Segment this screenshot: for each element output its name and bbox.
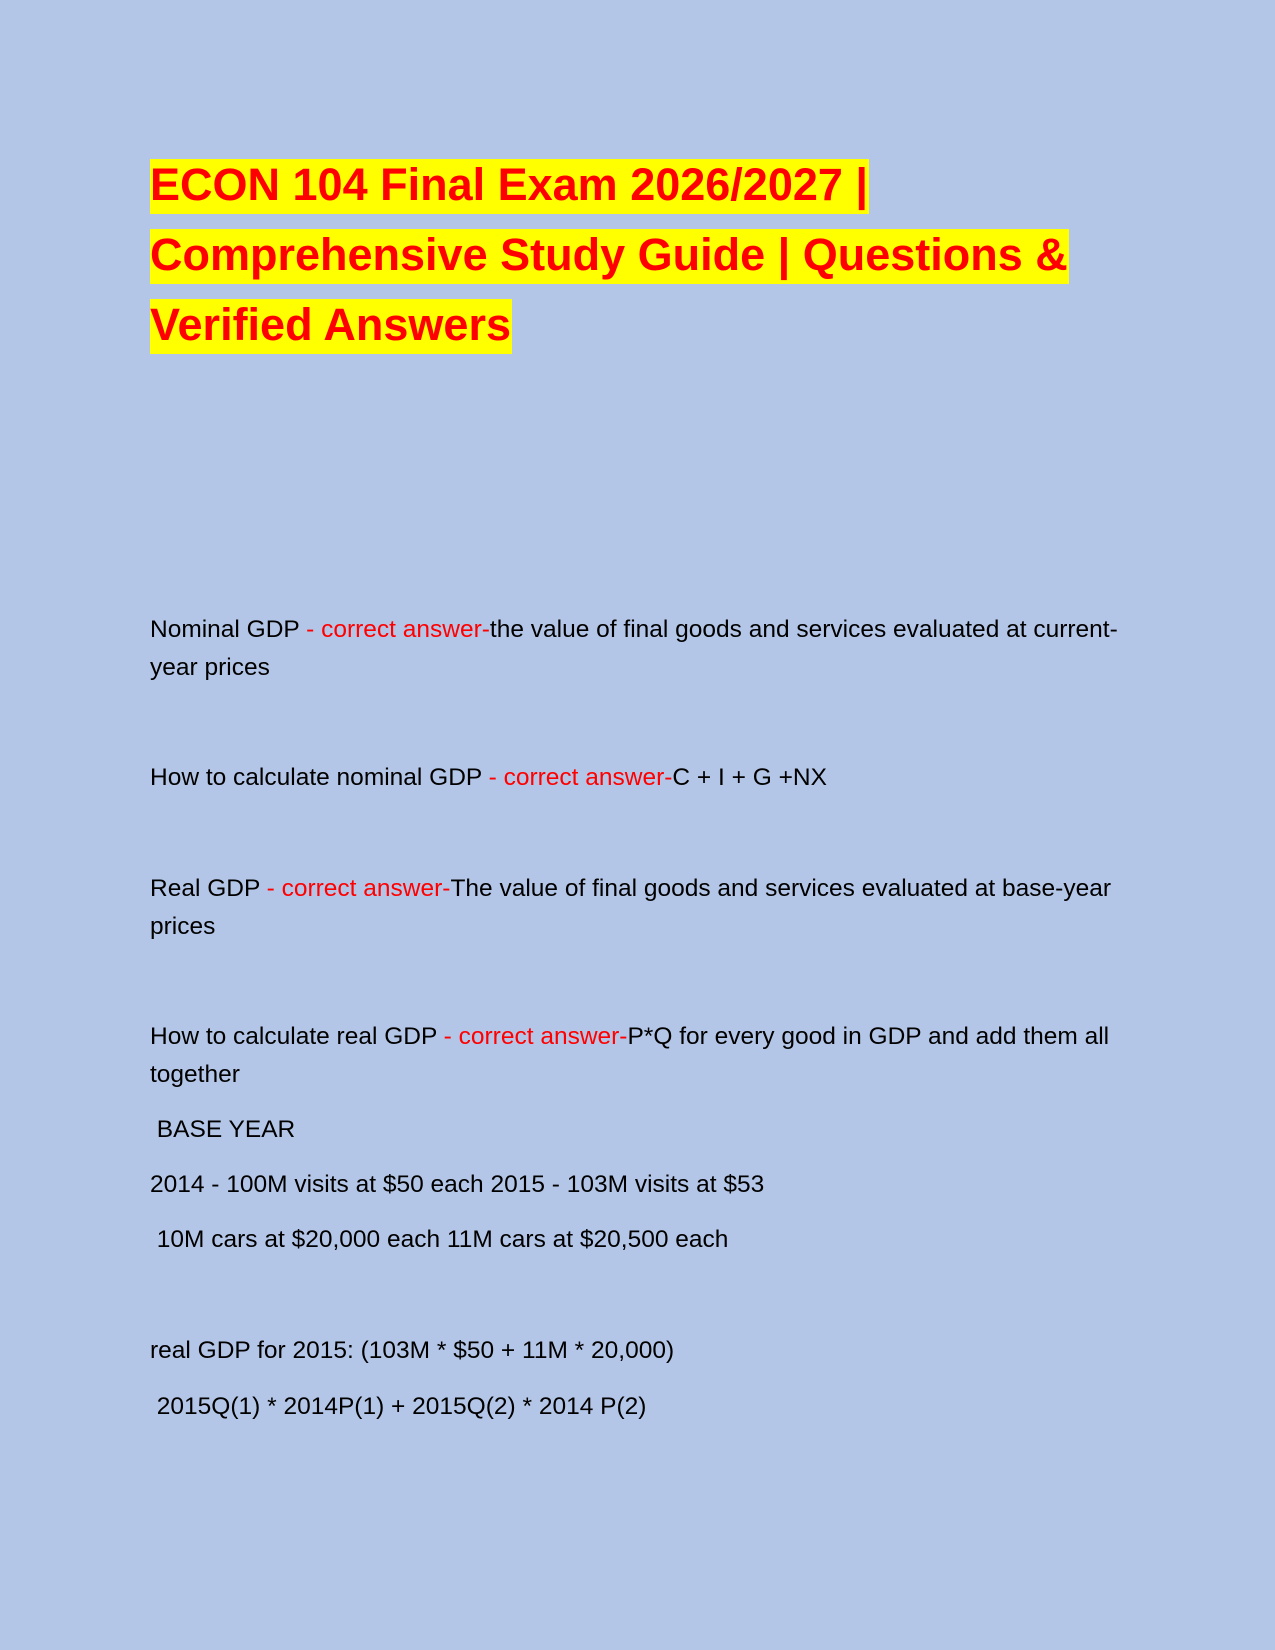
answer-separator: - correct answer-	[481, 764, 673, 791]
title-line-2: Comprehensive Study Guide | Questions &	[150, 229, 1069, 284]
qa-item-nominal-gdp	[150, 611, 1130, 687]
visits-data-line: 2014 - 100M visits at $50 each 2015 - 103M visits at $53	[150, 1171, 765, 1198]
question-text: Real GDP	[150, 875, 260, 902]
answer-text: P*Q for every good in GDP and add them all together	[150, 1023, 1110, 1088]
question-text: Nominal GDP	[150, 616, 300, 643]
cars-data-line: 10M cars at $20,000 each 11M cars at $20,500 each	[150, 1226, 729, 1253]
qa-item-calc-real-gdp	[150, 1018, 1130, 1094]
document-title	[150, 150, 1140, 360]
answer-separator: - correct answer-	[299, 616, 490, 643]
answer-text: The value of final goods and services evaluated at base-year prices	[150, 875, 1111, 940]
title-line-1: ECON 104 Final Exam 2026/2027 |	[150, 159, 869, 214]
qa-item-real-gdp	[150, 870, 1130, 946]
base-year-line: BASE YEAR	[150, 1116, 296, 1143]
question-text: How to calculate real GDP	[150, 1023, 437, 1050]
general-formula-line: 2015Q(1) * 2014P(1) + 2015Q(2) * 2014 P(2)	[150, 1393, 647, 1420]
real-gdp-formula-line: real GDP for 2015: (103M * $50 + 11M * 20,000)	[150, 1337, 675, 1364]
answer-text: C + I + G +NX	[672, 764, 827, 791]
qa-item-calc-nominal-gdp	[150, 759, 1130, 797]
answer-separator: - correct answer-	[436, 1023, 628, 1050]
answer-text: the value of final goods and services evaluated at current-year prices	[150, 616, 1118, 681]
answer-separator: - correct answer-	[259, 875, 451, 902]
question-text: How to calculate nominal GDP	[150, 764, 482, 791]
title-line-3: Verified Answers	[150, 299, 512, 354]
